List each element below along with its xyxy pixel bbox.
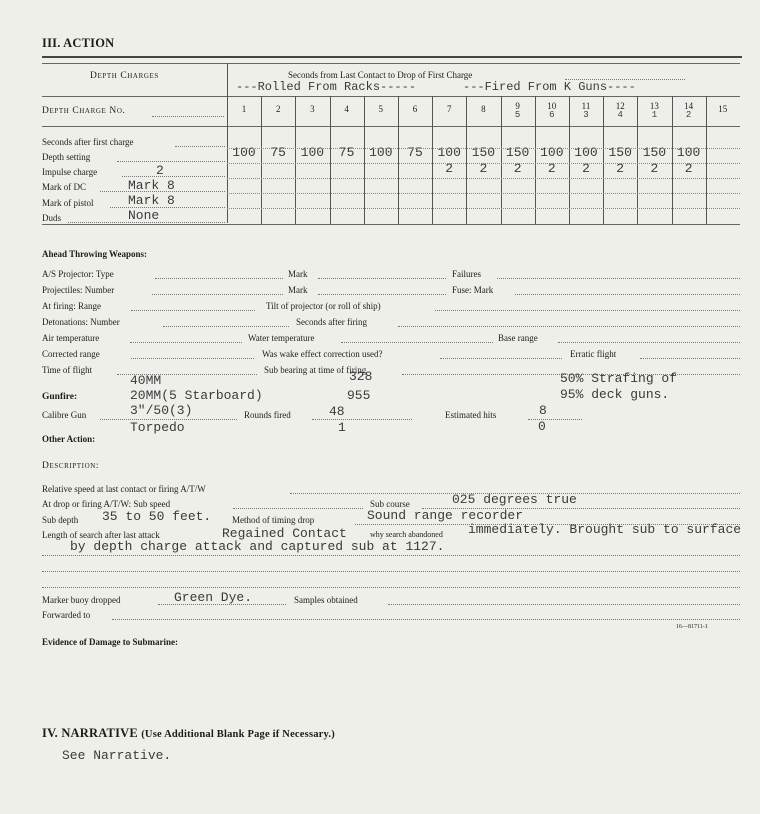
gun-row2-hits: 95% deck guns. — [560, 387, 670, 402]
section-divider — [42, 56, 742, 58]
column-fire-order: 1 — [651, 110, 658, 120]
column-number: 10 — [547, 101, 557, 111]
column-number: 14 — [684, 101, 694, 111]
impulse-charge-cell: 2 — [582, 161, 590, 176]
rolled-banner: ---Rolled From Racks----- — [236, 80, 417, 94]
forwarded-to-label: Forwarded to — [42, 610, 91, 620]
gun-row4-calibre: Torpedo — [130, 420, 185, 435]
column-number: 6 — [412, 104, 418, 114]
ahead-throwing-title: Ahead Throwing Weapons: — [42, 249, 148, 259]
gun-row1-hits: 50% Strafing of — [560, 371, 678, 386]
regained-contact-value: Regained Contact — [222, 526, 347, 541]
mark-pistol-label: Mark of pistol — [42, 198, 94, 208]
form-number: 16—81711-1 — [676, 624, 708, 630]
narrative-text: See Narrative. — [62, 748, 172, 763]
gun-row3-calibre: 3"/50(3) — [130, 403, 193, 418]
depth-charge-no-label: Depth Charge No. — [42, 106, 126, 116]
section-title-narrative — [42, 726, 335, 741]
section-title-action: III. ACTION — [42, 36, 115, 50]
column-fire-order: 2 — [685, 110, 692, 120]
column-number: 2 — [275, 104, 281, 114]
tilt-label: Tilt of projector (or roll of ship) — [266, 301, 381, 311]
impulse-charge-cell: 2 — [684, 161, 693, 176]
depth-setting-cell: 75 — [407, 145, 423, 160]
impulse-charge-cell: 2 — [479, 161, 488, 176]
immediately-value: immediately. Brought sub to surface — [468, 522, 742, 537]
calibre-gun-label: Calibre Gun — [42, 410, 87, 420]
gun-row4-rounds: 1 — [338, 420, 346, 435]
mark-label: Mark — [288, 269, 308, 279]
column-number: 12 — [615, 101, 625, 111]
wake-effect-label: Was wake effect correction used? — [262, 349, 383, 359]
at-firing-range-label: At firing: Range — [42, 301, 101, 311]
column-number: 13 — [649, 101, 659, 111]
column-number: 1 — [241, 104, 247, 114]
corrected-range-label: Corrected range — [42, 349, 100, 359]
fired-banner: ---Fired From K Guns---- — [463, 80, 636, 94]
marker-buoy-label: Marker buoy dropped — [42, 595, 121, 605]
mark-dc-value: Mark 8 — [128, 178, 175, 193]
seconds-after-label: Seconds after first charge — [42, 137, 134, 147]
gun-row3-hits: 8 — [539, 403, 547, 418]
impulse-charge-cell: 2 — [513, 161, 522, 176]
column-number: 3 — [310, 104, 315, 114]
column-fire-order: 4 — [617, 110, 623, 120]
sub-course-value: 025 degrees true — [452, 492, 577, 507]
gun-row2-rounds: 955 — [347, 388, 371, 403]
column-number: 8 — [481, 104, 486, 114]
impulse-charge-cell: 2 — [616, 161, 625, 176]
description-line2: by depth charge attack and captured sub at 1127. — [70, 539, 445, 554]
depth-setting-cell: 100 — [232, 145, 256, 160]
sub-bearing-label: Sub bearing at time of firing — [264, 365, 367, 375]
gun-row2-calibre: 20MM(5 Starboard) — [130, 388, 263, 403]
column-fire-order: 5 — [514, 110, 521, 120]
depth-setting-cell: 150 — [505, 145, 530, 160]
impulse-charge-cell: 2 — [445, 161, 454, 176]
sub-course-label: Sub course — [370, 499, 410, 509]
mark-pistol-value: Mark 8 — [128, 193, 175, 208]
description-title: Description: — [42, 461, 100, 471]
gun-row4-hits: 0 — [538, 419, 546, 434]
depth-setting-cell: 100 — [369, 145, 393, 160]
narrative-title: IV. NARRATIVE — [42, 726, 138, 740]
evidence-damage-label: Evidence of Damage to Submarine: — [42, 637, 178, 647]
column-number: 9 — [515, 101, 520, 111]
fuse-mark-label: Fuse: Mark — [452, 285, 494, 295]
impulse-charge-cell: 2 — [547, 161, 556, 176]
at-drop-label: At drop or firing A/T/W: Sub speed — [42, 499, 171, 509]
gun-row1-rounds: 328 — [349, 369, 373, 384]
duds-value: None — [128, 208, 160, 223]
water-temperature-label: Water temperature — [248, 333, 315, 343]
erratic-flight-label: Erratic flight — [570, 349, 617, 359]
depth-setting-cell: 100 — [676, 145, 701, 160]
sub-depth-label: Sub depth — [42, 515, 79, 525]
air-temperature-label: Air temperature — [42, 333, 100, 343]
as-projector-type-label: A/S Projector: Type — [42, 269, 114, 279]
depth-setting-cell: 150 — [642, 145, 667, 160]
column-fire-order: 3 — [583, 110, 589, 120]
column-number: 4 — [344, 104, 349, 114]
projectiles-number-label: Projectiles: Number — [42, 285, 115, 295]
sub-depth-value: 35 to 50 feet. — [102, 509, 212, 524]
gunfire-label: Gunfire: — [42, 392, 78, 402]
length-search-label: Length of search after last attack — [42, 530, 160, 540]
estimated-hits-label: Estimated hits — [445, 410, 497, 420]
failures-label: Failures — [452, 269, 481, 279]
column-number: 7 — [446, 104, 452, 114]
depth-setting-cell: 100 — [300, 145, 325, 160]
depth-setting-cell: 150 — [471, 145, 496, 160]
mark2-label: Mark — [288, 285, 308, 295]
other-action-label: Other Action: — [42, 434, 96, 444]
depth-setting-cell: 75 — [338, 145, 355, 160]
rounds-fired-label: Rounds fired — [244, 410, 291, 420]
depth-charges-header: Depth Charges — [90, 71, 159, 81]
impulse-charge-label: Impulse charge — [42, 167, 98, 177]
seconds-after-firing-label: Seconds after firing — [296, 317, 367, 327]
duds-label: Duds — [42, 213, 62, 223]
impulse-charge-value: 2 — [156, 163, 164, 178]
method-timing-label: Method of timing drop — [232, 515, 315, 525]
depth-setting-label: Depth setting — [42, 152, 91, 162]
seconds-header: Seconds from Last Contact to Drop of First Charge — [288, 70, 473, 80]
column-number: 15 — [718, 104, 728, 114]
search-abandoned-label: why search abandoned — [370, 530, 443, 539]
gun-row3-rounds: 48 — [329, 404, 345, 419]
detonations-number-label: Detonations: Number — [42, 317, 120, 327]
column-number: 5 — [378, 104, 384, 114]
depth-setting-cell: 75 — [270, 145, 286, 160]
marker-buoy-value: Green Dye. — [174, 590, 253, 605]
impulse-charge-cell: 2 — [650, 161, 659, 176]
method-timing-value: Sound range recorder — [367, 508, 524, 523]
depth-setting-cell: 150 — [608, 145, 632, 160]
relative-speed-label: Relative speed at last contact or firing A/T/W — [42, 484, 206, 494]
column-fire-order: 6 — [549, 110, 555, 120]
depth-setting-cell: 100 — [540, 145, 564, 160]
time-of-flight-label: Time of flight — [42, 365, 93, 375]
column-number: 11 — [581, 101, 591, 111]
depth-setting-cell: 100 — [574, 145, 598, 160]
depth-setting-cell: 100 — [437, 145, 461, 160]
samples-obtained-label: Samples obtained — [294, 595, 358, 605]
gun-row1-calibre: 40MM — [130, 373, 162, 388]
narrative-subtitle: (Use Additional Blank Page if Necessary.) — [141, 729, 335, 740]
mark-dc-label: Mark of DC — [42, 182, 86, 192]
base-range-label: Base range — [498, 333, 538, 343]
